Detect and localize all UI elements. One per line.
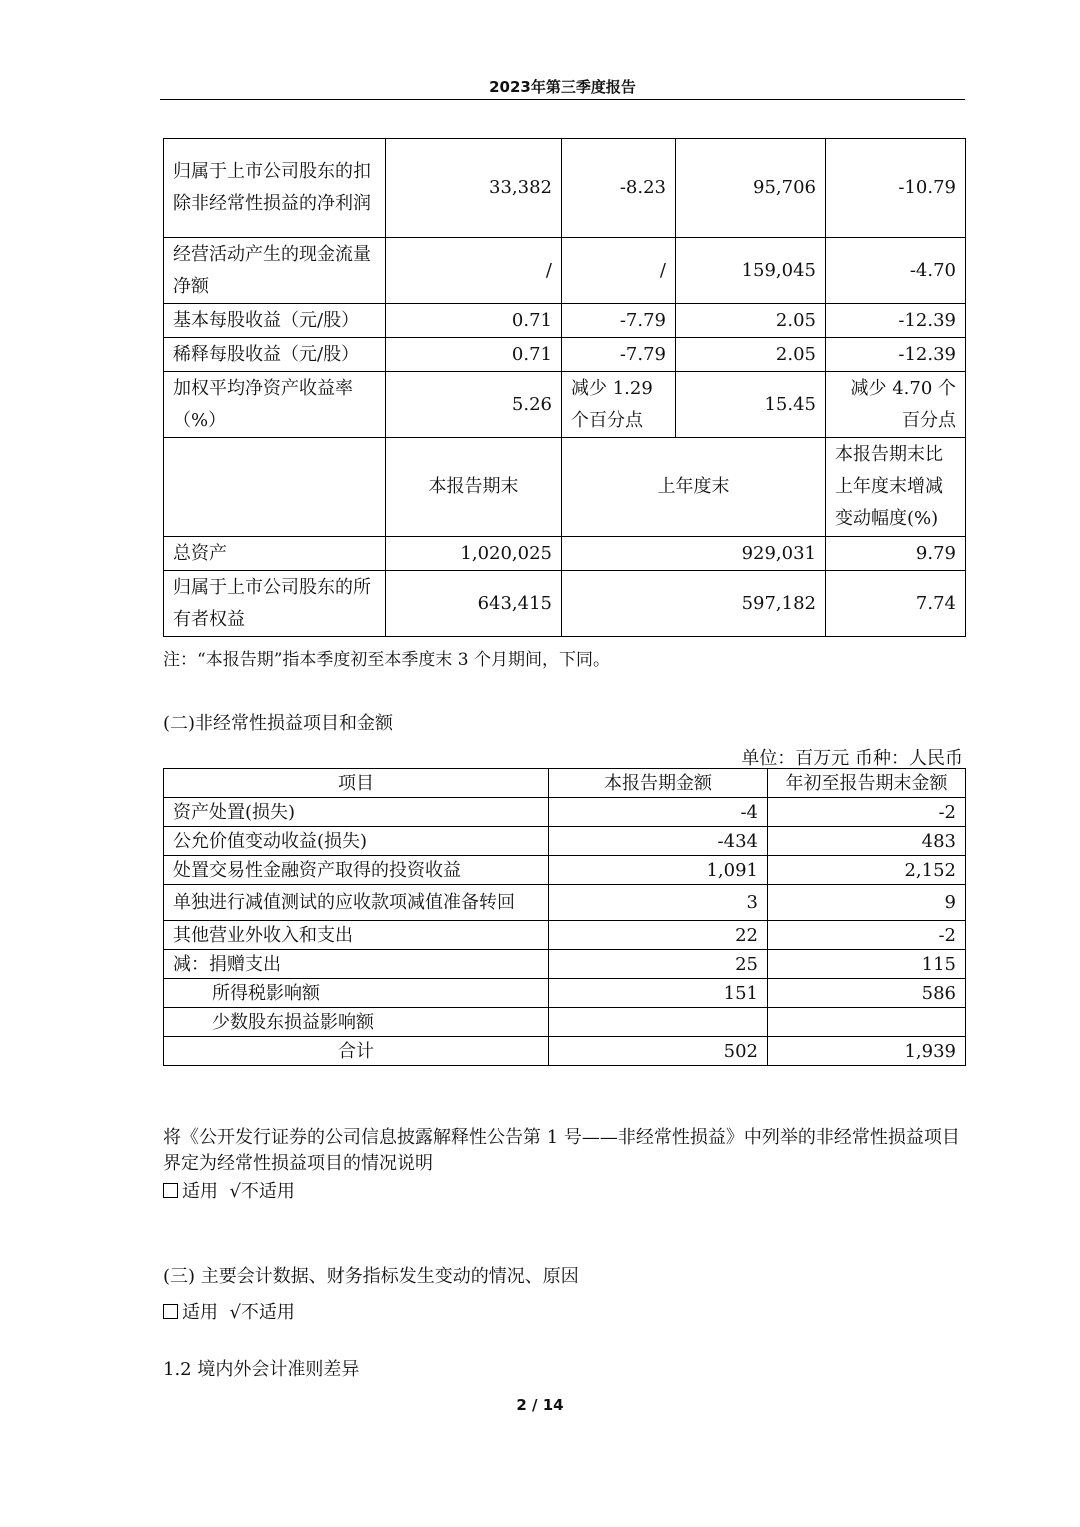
table-note: 注：“本报告期”指本季度初至本季度末 3 个月期间，下同。: [163, 650, 611, 670]
cell-value: 95,706: [676, 139, 826, 238]
table-row: [164, 537, 966, 571]
row-label: 总资产: [164, 537, 386, 571]
column-header: 项目: [164, 769, 549, 798]
cell-value: 25: [549, 950, 768, 979]
cell-value: 22: [549, 921, 768, 950]
cell-value: -4: [549, 798, 768, 827]
checkbox-icon: [163, 1183, 178, 1198]
cell-value: [549, 1008, 768, 1037]
table-total-row: [164, 1037, 966, 1066]
page-number: 2 / 14: [516, 1396, 564, 1414]
cell-value: 33,382: [386, 139, 562, 238]
table-row: [164, 338, 966, 372]
row-label: 公允价值变动收益(损失): [164, 827, 549, 856]
cell-value: 15.45: [676, 372, 826, 438]
cell-value: 减少 4.70 个百分点: [826, 372, 966, 438]
row-label: 单独进行减值测试的应收款项减值准备转回: [164, 885, 549, 921]
choice-line: [163, 1177, 295, 1203]
applicable-label: 适用: [182, 1302, 218, 1323]
cell-value: 643,415: [386, 571, 562, 637]
row-label: 其他营业外收入和支出: [164, 921, 549, 950]
column-header: 本报告期末比上年度末增减变动幅度(%): [826, 438, 966, 537]
table-row: [164, 798, 966, 827]
cell-value: 159,045: [676, 238, 826, 304]
table-row: [164, 827, 966, 856]
section-title: (三) 主要会计数据、财务指标发生变动的情况、原因: [163, 1266, 579, 1287]
non-recurring-items-table: [163, 768, 966, 1066]
row-label: 基本每股收益（元/股）: [164, 304, 386, 338]
table-row: [164, 921, 966, 950]
cell-value: [768, 1008, 966, 1037]
cell-value: /: [562, 238, 676, 304]
paragraph: 将《公开发行证券的公司信息披露解释性公告第 1 号——非经常性损益》中列举的非经常性损益项目界定为经常性损益项目的情况说明: [163, 1127, 960, 1174]
column-header: 年初至报告期末金额: [768, 769, 966, 798]
table-row: [164, 1008, 966, 1037]
row-label: 归属于上市公司股东的扣除非经常性损益的净利润: [164, 139, 386, 238]
table-row: [164, 304, 966, 338]
cell-value: 502: [549, 1037, 768, 1066]
cell-value: 2.05: [676, 338, 826, 372]
cell-value: 151: [549, 979, 768, 1008]
section-title: 1.2 境内外会计准则差异: [163, 1359, 360, 1380]
cell-value: 5.26: [386, 372, 562, 438]
row-label: 处置交易性金融资产取得的投资收益: [164, 856, 549, 885]
table-row: [164, 372, 966, 438]
cell-value: -8.23: [562, 139, 676, 238]
cell-value: 2,152: [768, 856, 966, 885]
row-label: [164, 438, 386, 537]
cell-value: -7.79: [562, 338, 676, 372]
unit-label: 单位：百万元 币种：人民币: [741, 748, 963, 769]
cell-value: 1,020,025: [386, 537, 562, 571]
cell-value: -12.39: [826, 338, 966, 372]
key-financials-table: [163, 138, 966, 637]
cell-value: -12.39: [826, 304, 966, 338]
not-applicable-label: √不适用: [229, 1302, 295, 1323]
cell-value: 586: [768, 979, 966, 1008]
row-label: 减：捐赠支出: [164, 950, 549, 979]
cell-value: 597,182: [562, 571, 826, 637]
column-header: 本报告期末: [386, 438, 562, 537]
section-title: (二)非经常性损益项目和金额: [163, 713, 394, 734]
row-label: 资产处置(损失): [164, 798, 549, 827]
cell-value: -7.79: [562, 304, 676, 338]
cell-value: 929,031: [562, 537, 826, 571]
cell-value: -10.79: [826, 139, 966, 238]
cell-value: -2: [768, 798, 966, 827]
column-header: 本报告期金额: [549, 769, 768, 798]
cell-value: -434: [549, 827, 768, 856]
cell-value: /: [386, 238, 562, 304]
row-label: 合计: [164, 1037, 549, 1066]
cell-value: 0.71: [386, 304, 562, 338]
table-row: [164, 139, 966, 238]
checkbox-icon: [163, 1304, 178, 1319]
cell-value: 9.79: [826, 537, 966, 571]
cell-value: 1,939: [768, 1037, 966, 1066]
cell-value: 483: [768, 827, 966, 856]
table-row: [164, 856, 966, 885]
table-header-row: [164, 769, 966, 798]
table-row: [164, 885, 966, 921]
column-header: 上年度末: [562, 438, 826, 537]
cell-value: -4.70: [826, 238, 966, 304]
cell-value: 0.71: [386, 338, 562, 372]
row-label: 加权平均净资产收益率（%）: [164, 372, 386, 438]
table-row: [164, 571, 966, 637]
cell-value: -2: [768, 921, 966, 950]
row-label: 稀释每股收益（元/股）: [164, 338, 386, 372]
cell-value: 1,091: [549, 856, 768, 885]
cell-value: 减少 1.29 个百分点: [562, 372, 676, 438]
row-label: 少数股东损益影响额: [164, 1008, 549, 1037]
cell-value: 115: [768, 950, 966, 979]
header-rule: [160, 99, 965, 100]
applicable-label: 适用: [182, 1181, 218, 1202]
cell-value: 7.74: [826, 571, 966, 637]
cell-value: 2.05: [676, 304, 826, 338]
table-row: [164, 979, 966, 1008]
cell-value: 3: [549, 885, 768, 921]
table-row: [164, 950, 966, 979]
choice-line: [163, 1298, 295, 1324]
row-label: 经营活动产生的现金流量净额: [164, 238, 386, 304]
page-header: 2023年第三季度报告: [489, 78, 636, 96]
table-subheader-row: [164, 438, 966, 537]
table-row: [164, 238, 966, 304]
row-label: 所得税影响额: [164, 979, 549, 1008]
row-label: 归属于上市公司股东的所有者权益: [164, 571, 386, 637]
not-applicable-label: √不适用: [229, 1181, 295, 1202]
cell-value: 9: [768, 885, 966, 921]
